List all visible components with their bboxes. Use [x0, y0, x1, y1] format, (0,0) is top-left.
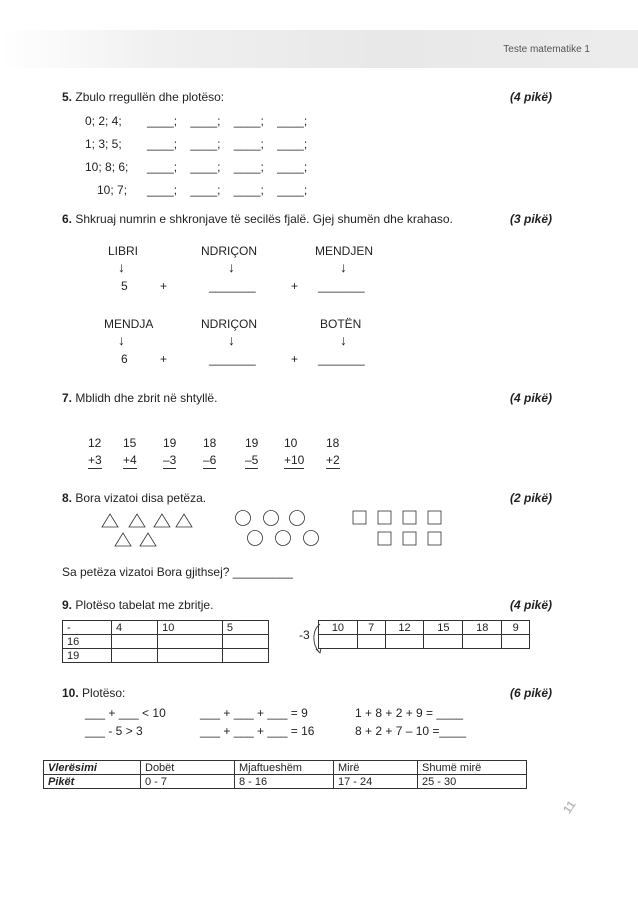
q5-heading: [62, 90, 224, 104]
q7-points: (4 pikë): [510, 391, 553, 405]
grading-cell: 0 - 7: [141, 775, 235, 789]
q6-points: (3 pikë): [510, 212, 553, 226]
header-title: Teste matematike 1: [503, 44, 590, 55]
answer-cell[interactable]: [385, 635, 424, 649]
q6-number-6: 6: [121, 352, 128, 366]
answer-cell[interactable]: [112, 649, 158, 663]
square-shape: [428, 511, 441, 524]
grading-cell: 25 - 30: [418, 775, 527, 789]
q7-top-number: 15: [123, 436, 137, 450]
q6-word-mendja: MENDJA: [104, 317, 154, 331]
q8-heading: [62, 491, 206, 505]
square-shape: [353, 511, 366, 524]
q10-points: (6 pikë): [510, 686, 553, 700]
q9-number: 9.: [62, 598, 73, 612]
q5-blanks-4[interactable]: ____; ____; ____; ____;: [147, 183, 308, 197]
q7-bottom-number: –3: [163, 453, 177, 467]
q7-number: 7.: [62, 391, 73, 405]
table-value: 7: [357, 621, 385, 635]
q6-arrow: ↓: [340, 332, 347, 348]
q7-heading: [62, 391, 217, 405]
q5-row-2: 1; 3; 5;: [85, 137, 122, 151]
table-corner: -: [63, 621, 112, 635]
q8-points: (2 pikë): [510, 491, 553, 505]
answer-cell[interactable]: [112, 635, 158, 649]
q9-points: (4 pikë): [510, 598, 553, 612]
q6-plus: +: [291, 279, 299, 293]
q5-row-3: 10; 8; 6;: [85, 160, 129, 174]
grading-cell: 17 - 24: [334, 775, 418, 789]
answer-cell[interactable]: [158, 635, 223, 649]
answer-cell[interactable]: [502, 635, 530, 649]
triangle-shape: [154, 514, 170, 527]
answer-cell[interactable]: [357, 635, 385, 649]
table-value: 10: [319, 621, 358, 635]
q7-bottom-number: +2: [326, 453, 340, 467]
q8-question[interactable]: Sa petëza vizatoi Bora gjithsej? _________: [62, 565, 293, 579]
q10-item[interactable]: ___ + ___ + ___ = 16: [200, 724, 315, 738]
q10-item[interactable]: 8 + 2 + 7 – 10 =____: [355, 724, 467, 738]
table-row-label: 19: [63, 649, 112, 663]
q5-blanks-1[interactable]: ____; ____; ____; ____;: [147, 114, 308, 128]
answer-cell[interactable]: [222, 635, 268, 649]
q7-top-number: 18: [326, 436, 340, 450]
q6-arrow: ↓: [118, 259, 125, 275]
circle-shape: [264, 511, 279, 526]
q8-text: Bora vizatoi disa petëza.: [75, 491, 207, 505]
answer-cell[interactable]: [222, 649, 268, 663]
q6-plus: +: [160, 279, 168, 293]
q6-arrow: ↓: [118, 332, 125, 348]
table2-operator: -3: [299, 628, 310, 642]
q5-blanks-2[interactable]: ____; ____; ____; ____;: [147, 137, 308, 151]
q5-blanks-3[interactable]: ____; ____; ____; ____;: [147, 160, 308, 174]
q6-word-mendjen: MENDJEN: [315, 244, 374, 258]
q7-top-number: 18: [203, 436, 217, 450]
q10-item[interactable]: ___ + ___ + ___ = 9: [200, 706, 308, 720]
q6-word-ndricon-2: NDRIÇON: [201, 317, 257, 331]
answer-cell[interactable]: [319, 635, 358, 649]
triangle-shape: [129, 514, 145, 527]
q7-bottom-number: –6: [203, 453, 217, 467]
q10-number: 10.: [62, 686, 79, 700]
answer-cell[interactable]: [424, 635, 463, 649]
grading-cell: Mjaftueshëm: [235, 761, 334, 775]
q7-bottom-number: +4: [123, 453, 137, 467]
q6-arrow: ↓: [228, 259, 235, 275]
square-shape: [378, 532, 391, 545]
triangle-shape: [140, 533, 156, 546]
table-header: 4: [112, 621, 158, 635]
square-shape: [403, 532, 416, 545]
grading-cell: Shumë mirë: [418, 761, 527, 775]
circle-shape: [236, 511, 251, 526]
triangle-shape: [176, 514, 192, 527]
grading-table: [43, 760, 527, 789]
q10-item[interactable]: ___ - 5 > 3: [85, 724, 143, 738]
q7-text: Mblidh dhe zbrit në shtyllë.: [75, 391, 218, 405]
q9-heading: [62, 598, 213, 612]
q6-word-libri: LIBRI: [108, 244, 139, 258]
grading-label: Vlerësimi: [44, 761, 141, 775]
grading-label: Pikët: [44, 775, 141, 789]
q6-text: Shkruaj numrin e shkronjave të secilës fjalë. Gjej shumën dhe krahaso.: [75, 212, 453, 226]
q7-bottom-number: +10: [284, 453, 305, 467]
q7-top-number: 19: [245, 436, 259, 450]
q5-text: Zbulo rregullën dhe plotëso:: [75, 90, 225, 104]
q8-number: 8.: [62, 491, 73, 505]
grading-cell: 8 - 16: [235, 775, 334, 789]
answer-cell[interactable]: [463, 635, 502, 649]
table-row-label: 16: [63, 635, 112, 649]
q10-text: Plotëso:: [82, 686, 126, 700]
q7-top-number: 10: [284, 436, 298, 450]
q6-blank[interactable]: _______: [209, 279, 256, 293]
q5-number: 5.: [62, 90, 73, 104]
table-value: 15: [424, 621, 463, 635]
subtraction-table-2: [318, 620, 530, 649]
table-value: 12: [385, 621, 424, 635]
q6-number-5: 5: [121, 279, 128, 293]
q5-row-1: 0; 2; 4;: [85, 114, 122, 128]
square-shape: [428, 532, 441, 545]
q7-top-number: 19: [163, 436, 177, 450]
q7-bottom-number: –5: [245, 453, 259, 467]
q7-top-number: 12: [88, 436, 102, 450]
q5-points: (4 pikë): [510, 90, 553, 104]
q5-row-4: 10; 7;: [97, 183, 128, 197]
circle-shape: [248, 531, 263, 546]
q6-plus: +: [160, 352, 168, 366]
circle-shape: [290, 511, 305, 526]
page-number: 11: [560, 797, 580, 817]
q6-plus: +: [291, 352, 299, 366]
q6-blank[interactable]: _______: [318, 279, 365, 293]
q6-heading: [62, 212, 453, 226]
square-shape: [378, 511, 391, 524]
subtraction-table-1: [62, 620, 269, 663]
grading-cell: Dobët: [141, 761, 235, 775]
q9-text: Plotëso tabelat me zbritje.: [75, 598, 214, 612]
q6-arrow: ↓: [340, 259, 347, 275]
q6-blank[interactable]: _______: [209, 352, 256, 366]
grading-cell: Mirë: [334, 761, 418, 775]
q6-blank[interactable]: _______: [318, 352, 365, 366]
q7-bottom-number: +3: [88, 453, 102, 467]
q10-item[interactable]: ___ + ___ < 10: [85, 706, 166, 720]
square-shape: [403, 511, 416, 524]
q6-word-boten: BOTËN: [320, 317, 362, 331]
q10-item[interactable]: 1 + 8 + 2 + 9 = ____: [355, 706, 464, 720]
q10-heading: [62, 686, 125, 700]
circle-shape: [276, 531, 291, 546]
q6-number: 6.: [62, 212, 73, 226]
table-value: 18: [463, 621, 502, 635]
table-value: 9: [502, 621, 530, 635]
circle-shape: [304, 531, 319, 546]
table-header: 5: [222, 621, 268, 635]
table-header: 10: [158, 621, 223, 635]
q6-word-ndricon-1: NDRIÇON: [201, 244, 257, 258]
q6-arrow: ↓: [228, 332, 235, 348]
triangle-shape: [102, 514, 118, 527]
triangle-shape: [115, 533, 131, 546]
answer-cell[interactable]: [158, 649, 223, 663]
